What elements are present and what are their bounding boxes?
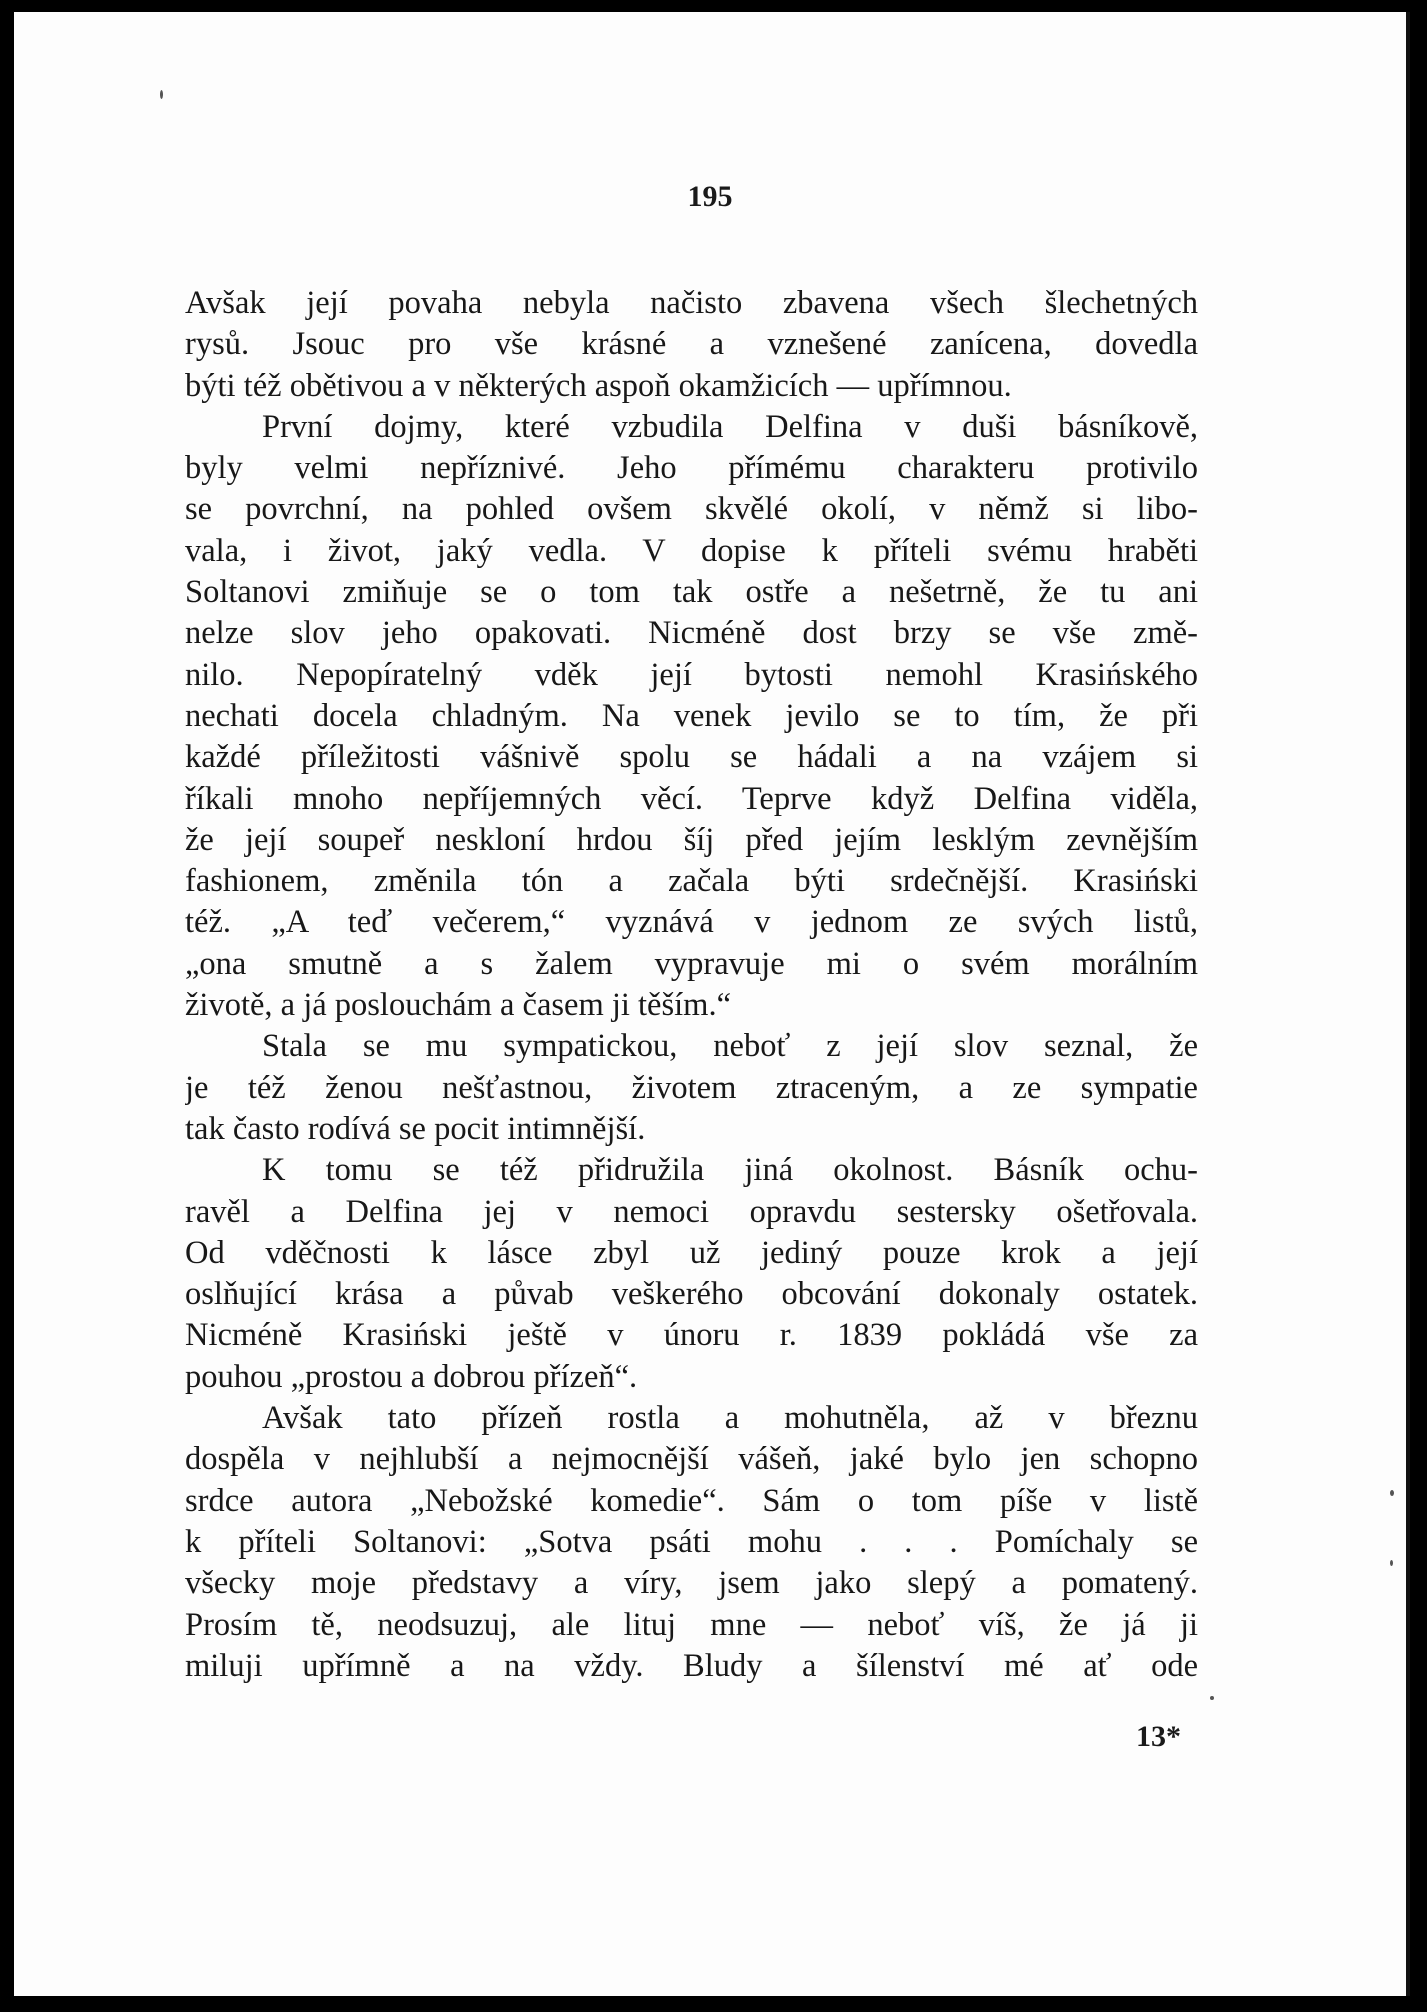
text-line: „ona smutně a s žalem vypravuje mi o svém morálním bbox=[185, 945, 1198, 982]
text-line: je též ženou nešťastnou, životem ztraceným, a ze sympatie bbox=[185, 1069, 1198, 1106]
text-line: tak často rodívá se pocit intimnější. bbox=[185, 1110, 646, 1147]
text-line: ravěl a Delfina jej v nemoci opravdu sestersky ošetřovala. bbox=[185, 1193, 1198, 1230]
text-line: každé příležitosti vášnivě spolu se hádali a na vzájem si bbox=[185, 739, 1198, 776]
text-line: Od vděčnosti k lásce zbyl už jediný pouze krok a její bbox=[185, 1234, 1198, 1271]
text-line: Soltanovi zmiňuje se o tom tak ostře a nešetrně, že tu ani bbox=[185, 574, 1198, 611]
page-speck bbox=[1390, 1490, 1394, 1496]
text-line: miluji upřímně a na vždy. Bludy a šílenství mé ať ode bbox=[185, 1647, 1198, 1684]
page-speck bbox=[1390, 1560, 1393, 1566]
text-line: srdce autora „Nebožské komedie“. Sám o tom píše v listě bbox=[185, 1482, 1198, 1519]
page-speck bbox=[1210, 1696, 1214, 1700]
text-line: nechati docela chladným. Na venek jevilo se to tím, že při bbox=[185, 697, 1198, 734]
text-line: Nicméně Krasiński ještě v únoru r. 1839 pokládá vše za bbox=[185, 1317, 1198, 1354]
text-line: Avšak její povaha nebyla načisto zbavena všech šlechetných bbox=[185, 285, 1198, 321]
text-line: životě, a já poslouchám a časem ji těším.“ bbox=[185, 987, 731, 1024]
text-line: nilo. Nepopíratelný vděk její bytosti nemohl Krasińského bbox=[185, 656, 1198, 693]
signature-mark: 13* bbox=[1136, 1720, 1181, 1753]
text-line: býti též obětivou a v některých aspoň okamžicích — upřímnou. bbox=[185, 367, 1012, 404]
text-line: též. „A teď večerem,“ vyznává v jednom ze svých listů, bbox=[185, 904, 1198, 941]
text-line: se povrchní, na pohled ovšem skvělé okolí, v němž si libo- bbox=[185, 491, 1198, 528]
text-line: fashionem, změnila tón a začala býti srdečnější. Krasiński bbox=[185, 863, 1198, 900]
text-line: pouhou „prostou a dobrou přízeň“. bbox=[185, 1358, 638, 1395]
text-line: dospěla v nejhlubší a nejmocnější vášeň, jaké bylo jen schopno bbox=[185, 1441, 1198, 1478]
text-line: Stala se mu sympatickou, neboť z její slov seznal, že bbox=[262, 1028, 1198, 1065]
text-line: že její soupeř neskloní hrdou šíj před jejím lesklým zevnějším bbox=[185, 821, 1198, 858]
page-speck bbox=[160, 90, 163, 99]
text-line: K tomu se též přidružila jiná okolnost. Básník ochu- bbox=[262, 1152, 1198, 1189]
text-line: všecky moje představy a víry, jsem jako slepý a pomatený. bbox=[185, 1565, 1198, 1602]
text-line: Avšak tato přízeň rostla a mohutněla, až v březnu bbox=[262, 1400, 1198, 1437]
book-page bbox=[14, 12, 1410, 1996]
page-number: 195 bbox=[687, 180, 733, 213]
body-text bbox=[185, 283, 1198, 1687]
text-line: byly velmi nepříznivé. Jeho přímému charakteru protivilo bbox=[185, 450, 1198, 487]
text-line: Prosím tě, neodsuzuj, ale lituj mne — neboť víš, že já ji bbox=[185, 1606, 1198, 1643]
text-line: oslňující krása a půvab veškerého obcování dokonaly ostatek. bbox=[185, 1276, 1198, 1313]
text-line: k příteli Soltanovi: „Sotva psáti mohu . . . Pomíchaly se bbox=[185, 1523, 1198, 1560]
text-line: vala, i život, jaký vedla. V dopise k příteli svému hraběti bbox=[185, 532, 1198, 569]
text-line: říkali mnoho nepříjemných věcí. Teprve když Delfina viděla, bbox=[185, 780, 1198, 817]
text-line: nelze slov jeho opakovati. Nicméně dost brzy se vše změ- bbox=[185, 615, 1198, 652]
text-line: rysů. Jsouc pro vše krásné a vznešené zanícena, dovedla bbox=[185, 326, 1198, 363]
text-line: První dojmy, které vzbudila Delfina v duši básníkově, bbox=[262, 408, 1198, 445]
